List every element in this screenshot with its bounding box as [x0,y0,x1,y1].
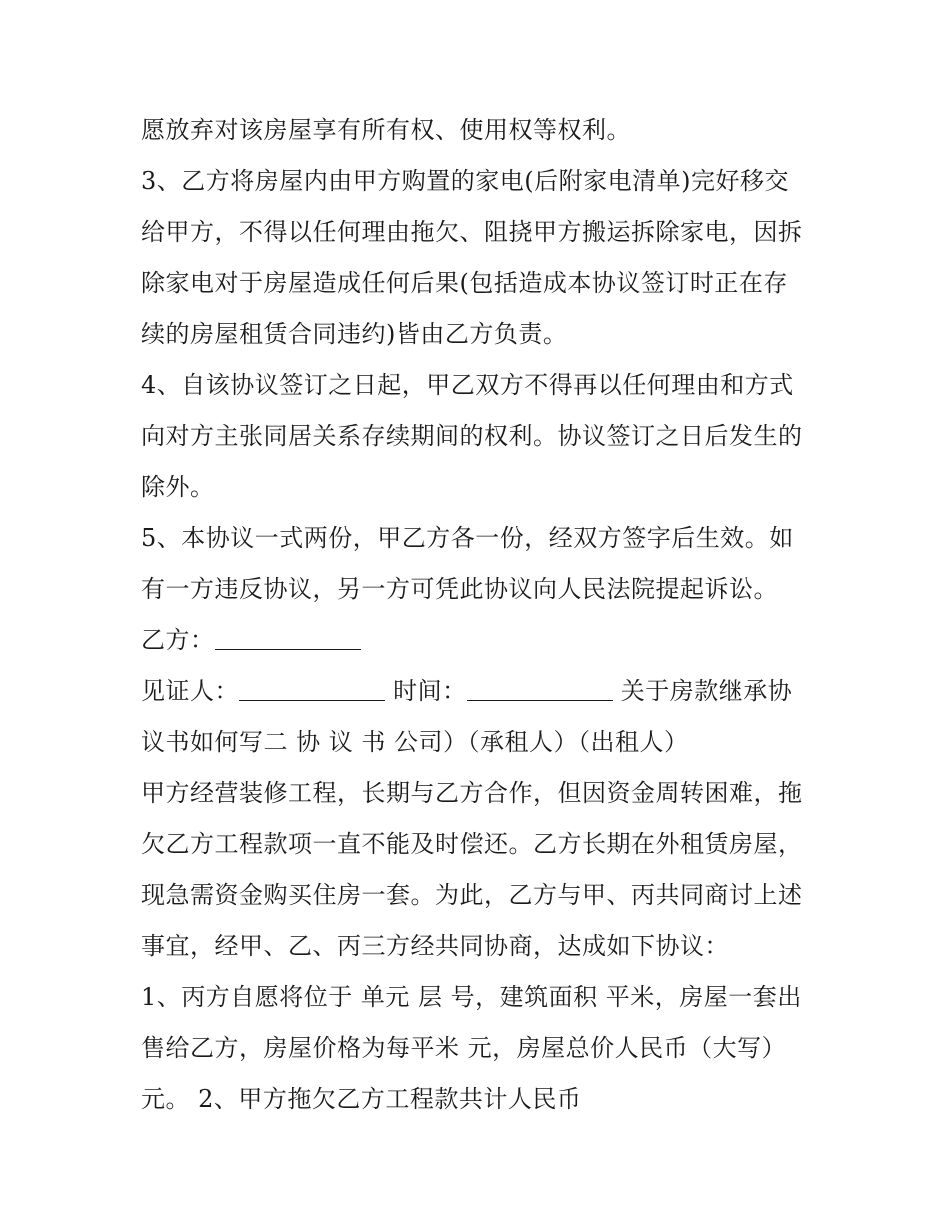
text-line: 元。 2、甲方拖欠乙方工程款共计人民币 [141,1085,582,1113]
time-label: 时间： [393,677,467,705]
text-line: 甲方经营装修工程，长期与乙方合作，但因资金周转困难，拖 [141,779,803,807]
witness-line [141,676,792,706]
text-line: 向对方主张同居关系存续期间的权利。协议签订之日后发生的 [141,422,803,450]
party-b-label: 乙方： [141,626,215,654]
heading-line: 议书如何写二 协 议 书 公司）（承租人）（出租人） [141,728,689,756]
witness-signature-blank [239,678,385,701]
text-line: 续的房屋租赁合同违约)皆由乙方负责。 [141,320,568,348]
text-line: 现急需资金购买住房一套。为此，乙方与甲、丙共同商讨上述 [141,881,803,909]
witness-label: 见证人： [141,677,239,705]
text-line: 欠乙方工程款项一直不能及时偿还。乙方长期在外租赁房屋， [141,830,803,858]
text-line: 愿放弃对该房屋享有所有权、使用权等权利。 [141,116,631,144]
text-line: 1、丙方自愿将位于 单元 层 号，建筑面积 平米，房屋一套出 [141,983,802,1011]
text-line: 事宜，经甲、乙、丙三方经共同协商，达成如下协议： [141,932,729,960]
text-line: 给甲方，不得以任何理由拖欠、阻挠甲方搬运拆除家电，因拆 [141,218,803,246]
text-line: 5、本协议一式两份，甲乙方各一份，经双方签字后生效。如 [141,524,794,552]
party-b-signature-blank [215,627,361,650]
text-line: 除家电对于房屋造成任何后果(包括造成本协议签订时正在存 [141,269,788,297]
text-line: 售给乙方，房屋价格为每平米 元，房屋总价人民币（大写） [141,1034,787,1062]
time-blank [467,678,613,701]
text-line: 3、乙方将房屋内由甲方购置的家电(后附家电清单)完好移交 [141,167,789,195]
text-line: 除外。 [141,473,215,501]
text-line: 有一方违反协议，另一方可凭此协议向人民法院提起诉讼。 [141,575,778,603]
heading-part-1: 关于房款继承协 [620,677,793,705]
party-b-signature-line [141,625,361,655]
text-line: 4、自该协议签订之日起，甲乙双方不得再以任何理由和方式 [141,371,794,399]
